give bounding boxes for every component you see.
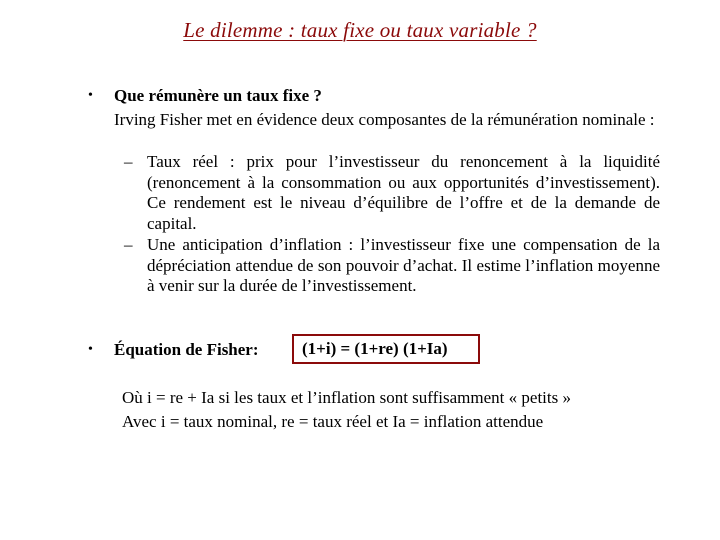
bullet-heading: Que rémunère un taux fixe ? (114, 86, 322, 105)
slide-title: Le dilemme : taux fixe ou taux variable ? (183, 18, 537, 42)
note-approximation: Où i = re + Ia si les taux et l’inflation sont suffisamment « petits » (122, 388, 571, 407)
dash-marker: – (124, 235, 133, 254)
fisher-equation-box: (1+i) = (1+re) (1+Ia) (292, 334, 480, 364)
sub-item-inflation (114, 235, 660, 297)
note-definitions: Avec i = taux nominal, re = taux réel et Ia = inflation attendue (122, 412, 544, 431)
fisher-intro-paragraph: Irving Fisher met en évidence deux composantes de la rémunération nominale : (114, 110, 655, 129)
bullet-marker: • (88, 342, 93, 357)
sub-item-text: Une anticipation d’inflation : l’investisseur fixe une compensation de la dépréciation attendue de son pouvoir d’achat. Il estime l’inflation moyenne à venir sur la durée de l’investissement. (147, 235, 660, 295)
dash-marker: – (124, 152, 133, 171)
bullet-marker: • (88, 88, 93, 103)
bullet-heading: Équation de Fisher: (114, 340, 259, 359)
sub-item-real-rate (114, 152, 660, 234)
sub-item-text: Taux réel : prix pour l’investisseur du renoncement à la liquidité (renoncement à la consommation ou aux opportunités d’investissement). Ce rendement est le niveau d’équilibre de l’offre et de la demande de capital. (147, 152, 660, 233)
